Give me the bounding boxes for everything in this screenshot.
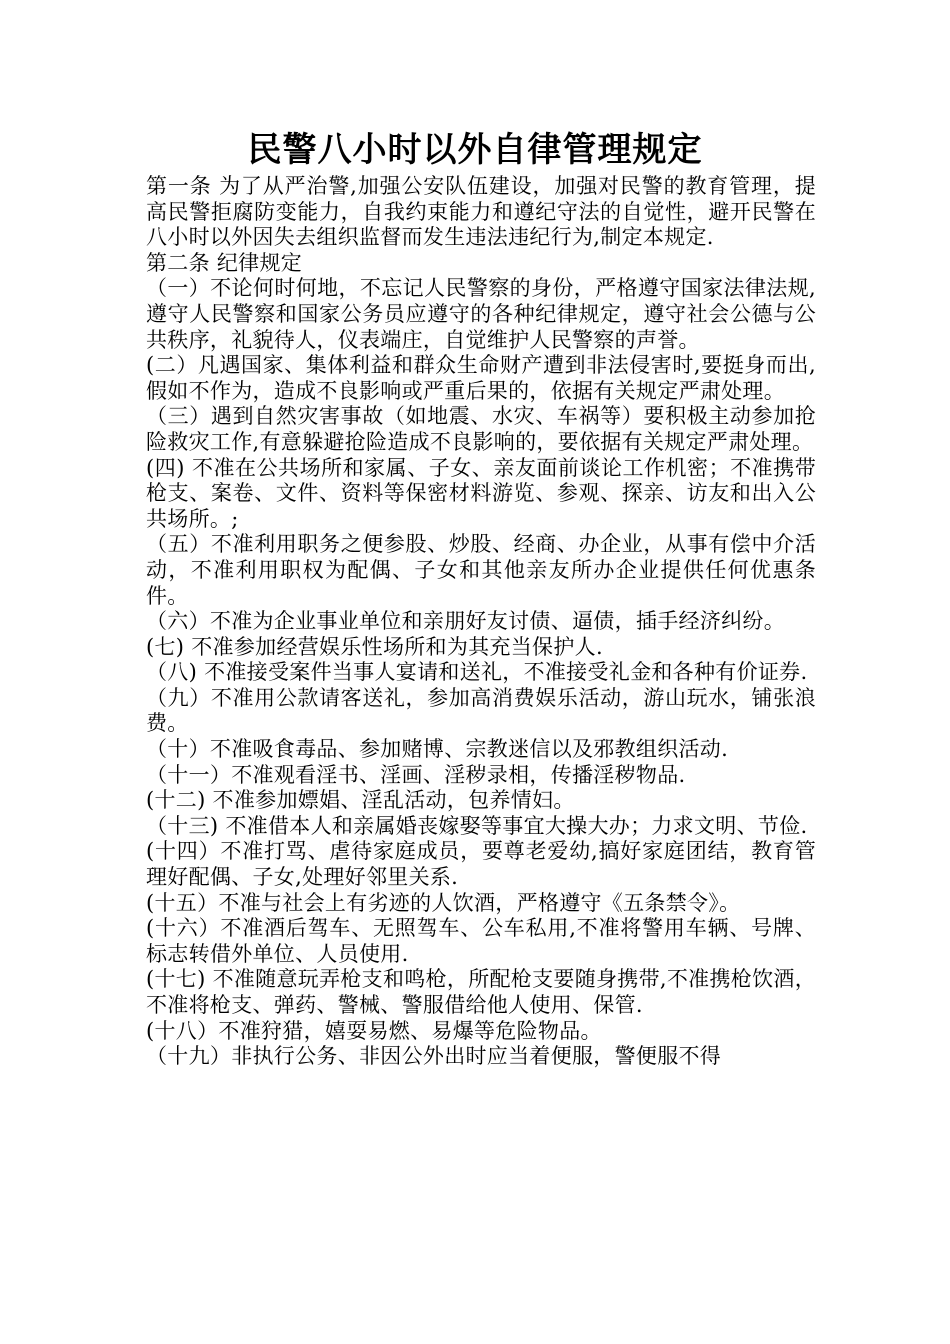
rule-item-13: （十三) 不准借本人和亲属婚丧嫁娶等事宜大操大办；力求文明、节俭. xyxy=(146,813,808,838)
rule-item-10: （十）不准吸食毒品、参加赌博、宗教迷信以及邪教组织活动. xyxy=(146,737,729,762)
rule-item-3: （三）遇到自然灾害事故（如地震、水灾、车祸等）要积极主动参加抢险救灾工作,有意躲避抢险造成不良影响的，要依据有关规定严肃处理。 xyxy=(146,404,816,454)
rule-item-19: （十九）非执行公务、非因公外出时应当着便服，警便服不得 xyxy=(146,1044,722,1069)
rule-item-6: （六）不准为企业事业单位和亲朋好友讨债、逼债，插手经济纠纷。 xyxy=(146,609,785,634)
rule-item-16: (十六）不准酒后驾车、无照驾车、公车私用,不准将警用车辆、号牌、标志转借外单位、人员使用. xyxy=(146,916,816,966)
rule-item-8: （八) 不准接受案件当事人宴请和送礼，不准接受礼金和各种有价证券. xyxy=(146,660,808,685)
document-body xyxy=(146,174,816,1070)
rule-item-4: (四) 不准在公共场所和家属、子女、亲友面前谈论工作机密；不准携带枪支、案卷、文件、资料等保密材料游览、参观、探亲、访友和出入公共场所。; xyxy=(146,455,816,531)
article-2-heading: 第二条 纪律规定 xyxy=(146,250,303,275)
rule-item-11: （十一）不准观看淫书、淫画、淫秽录相，传播淫秽物品. xyxy=(146,762,686,787)
article-1-paragraph: 第一条 为了从严治警,加强公安队伍建设，加强对民警的教育管理，提高民警拒腐防变能力，自我约束能力和遵纪守法的自觉性，避开民警在八小时以外因失去组织监督而发生违法违纪行为,制定本规定. xyxy=(146,174,816,250)
rule-item-2: (二）凡遇国家、集体利益和群众生命财产遭到非法侵害时,要挺身而出,假如不作为，造成不良影响或严重后果的，依据有关规定严肃处理。 xyxy=(146,353,816,403)
rule-item-5: （五）不准利用职务之便参股、炒股、经商、办企业，从事有偿中介活动，不准利用职权为配偶、子女和其他亲友所办企业提供任何优惠条件。 xyxy=(146,532,816,608)
rule-item-15: (十五）不准与社会上有劣迹的人饮酒，严格遵守《五条禁令》。 xyxy=(146,890,741,915)
rule-item-7: (七) 不准参加经营娱乐性场所和为其充当保护人. xyxy=(146,634,603,659)
rule-item-9: （九）不准用公款请客送礼，参加高消费娱乐活动，游山玩水，铺张浪费。 xyxy=(146,685,816,736)
rule-item-12: (十二) 不准参加嫖娼、淫乱活动，包养情妇。 xyxy=(146,788,575,813)
rule-item-17: (十七) 不准随意玩弄枪支和鸣枪，所配枪支要随身携带,不准携枪饮酒，不准将枪支、弹药、警械、警服借给他人使用、保管. xyxy=(146,967,816,1017)
rule-item-14: (十四）不准打骂、虐待家庭成员，要尊老爱幼,搞好家庭团结，教育管理好配偶、子女,处理好邻里关系. xyxy=(146,839,816,890)
rule-item-18: (十八）不准狩猎，嬉耍易燃、易爆等危险物品。 xyxy=(146,1018,602,1043)
rule-item-1: （一）不论何时何地，不忘记人民警察的身份，严格遵守国家法律法规,遵守人民警察和国家公务员应遵守的各种纪律规定，遵守社会公德与公共秩序，礼貌待人，仪表端庄，自觉维护人民警察的声誉。 xyxy=(146,276,816,352)
document-title: 民警八小时以外自律管理规定 xyxy=(247,130,703,170)
